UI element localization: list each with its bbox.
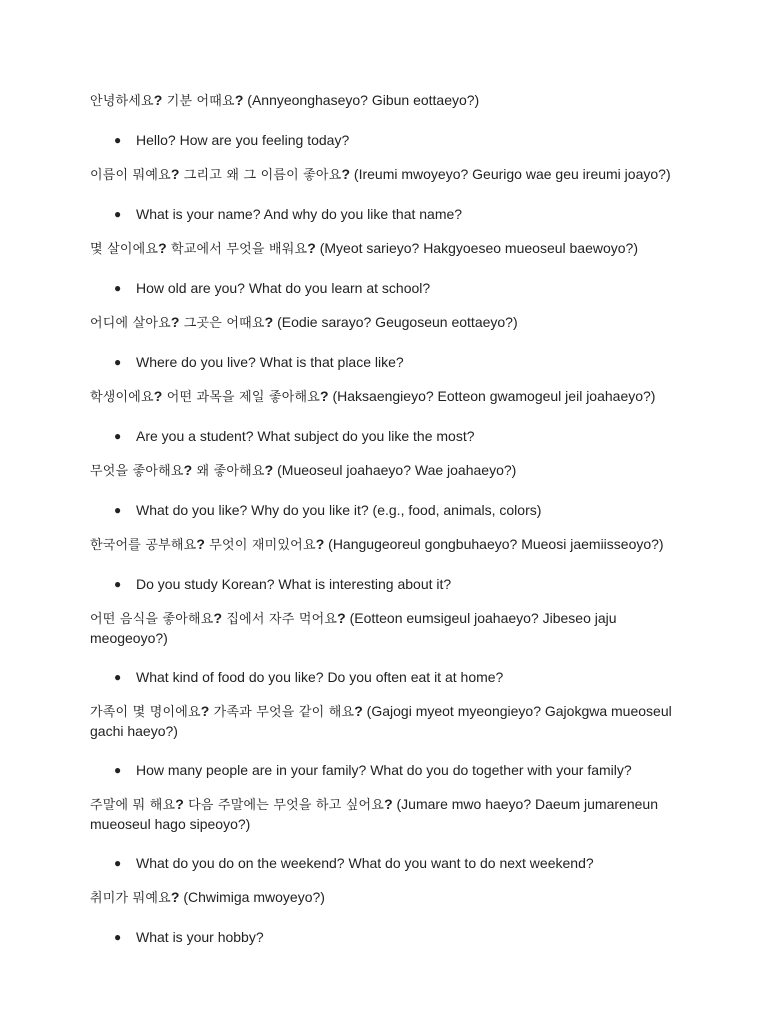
question-mark: ? xyxy=(307,240,316,256)
list-item xyxy=(90,854,678,873)
bullet-icon: ● xyxy=(114,577,122,591)
question-mark: ? xyxy=(170,314,180,330)
korean-text: 다음 주말에는 무엇을 하고 싶어요 xyxy=(183,798,385,813)
romanization: (Myeot sarieyo? Hakgyoeseo mueoseul baewoyo?) xyxy=(315,240,638,256)
bullet-icon: ● xyxy=(114,670,122,684)
question-mark: ? xyxy=(320,388,329,404)
list-item xyxy=(90,668,678,687)
korean-question xyxy=(90,795,678,834)
question-block xyxy=(90,165,678,224)
korean-text: 가족이 몇 명이에요 xyxy=(90,705,201,720)
question-mark: ? xyxy=(264,462,274,478)
korean-text: 취미가 뭐예요 xyxy=(90,891,171,906)
romanization: (Eotteon eumsigeul joahaeyo? Jibeseo jaju meogeoyo?) xyxy=(90,610,617,646)
bullet-icon: ● xyxy=(114,503,122,517)
question-mark: ? xyxy=(213,610,223,626)
english-translation: What is your hobby? xyxy=(136,929,264,945)
list-item xyxy=(90,928,678,947)
korean-text: 한국어를 공부해요 xyxy=(90,538,197,553)
translation-list xyxy=(90,761,678,780)
korean-question xyxy=(90,387,678,407)
korean-question xyxy=(90,609,678,648)
translation-list xyxy=(90,205,678,224)
romanization: (Jumare mwo haeyo? Daeum jumareneun mueoseul hago sipeoyo?) xyxy=(90,796,658,832)
translation-list xyxy=(90,575,678,594)
korean-text: 가족과 무엇을 같이 해요 xyxy=(209,705,355,720)
romanization: (Ireumi mwoyeyo? Geurigo wae geu ireumi joayo?) xyxy=(350,166,671,182)
korean-text: 그리고 왜 그 이름이 좋아요 xyxy=(179,168,342,183)
question-mark: ? xyxy=(158,240,167,256)
korean-question xyxy=(90,239,678,259)
translation-list xyxy=(90,668,678,687)
list-item xyxy=(90,761,678,780)
korean-text: 무엇이 재미있어요 xyxy=(204,538,316,553)
translation-list xyxy=(90,353,678,372)
bullet-icon: ● xyxy=(114,856,122,870)
romanization: (Mueoseul joahaeyo? Wae joahaeyo?) xyxy=(273,462,517,478)
bullet-icon: ● xyxy=(114,133,122,147)
romanization: (Haksaengieyo? Eotteon gwamogeul jeil joahaeyo?) xyxy=(328,388,656,404)
english-translation: What kind of food do you like? Do you often eat it at home? xyxy=(136,669,504,685)
list-item xyxy=(90,427,678,446)
korean-question xyxy=(90,165,678,185)
romanization: (Gajogi myeot myeongieyo? Gajokgwa mueoseul gachi haeyo?) xyxy=(90,703,672,739)
english-translation: What do you like? Why do you like it? (e.g., food, animals, colors) xyxy=(136,502,542,518)
list-item xyxy=(90,353,678,372)
bullet-icon: ● xyxy=(114,429,122,443)
question-mark: ? xyxy=(153,92,163,108)
translation-list xyxy=(90,279,678,298)
english-translation: Hello? How are you feeling today? xyxy=(136,132,350,148)
question-mark: ? xyxy=(234,92,244,108)
english-translation: Where do you live? What is that place like? xyxy=(136,354,404,370)
question-block xyxy=(90,609,678,687)
korean-text: 왜 좋아해요 xyxy=(192,464,265,479)
question-block xyxy=(90,461,678,520)
list-item xyxy=(90,205,678,224)
question-mark: ? xyxy=(183,462,193,478)
korean-text: 무엇을 좋아해요 xyxy=(90,464,184,479)
question-block xyxy=(90,535,678,594)
question-mark: ? xyxy=(175,796,184,812)
korean-text: 학교에서 무엇을 배워요 xyxy=(166,242,308,257)
list-item xyxy=(90,131,678,150)
english-translation: Do you study Korean? What is interesting about it? xyxy=(136,576,452,592)
korean-question xyxy=(90,461,678,481)
question-list xyxy=(90,91,678,947)
korean-text: 주말에 뭐 해요 xyxy=(90,798,176,813)
bullet-icon: ● xyxy=(114,930,122,944)
question-mark: ? xyxy=(337,610,346,626)
bullet-icon: ● xyxy=(114,355,122,369)
translation-list xyxy=(90,928,678,947)
romanization: (Eodie sarayo? Geugoseun eottaeyo?) xyxy=(273,314,518,330)
question-block xyxy=(90,387,678,446)
english-translation: Are you a student? What subject do you like the most? xyxy=(136,428,475,444)
question-block xyxy=(90,702,678,780)
question-mark: ? xyxy=(170,889,180,905)
question-block xyxy=(90,91,678,150)
question-block xyxy=(90,239,678,298)
korean-question xyxy=(90,888,678,908)
korean-text: 어디에 살아요 xyxy=(90,316,171,331)
question-mark: ? xyxy=(384,796,393,812)
english-translation: What do you do on the weekend? What do you want to do next weekend? xyxy=(136,855,594,871)
translation-list xyxy=(90,131,678,150)
romanization: (Annyeonghaseyo? Gibun eottaeyo?) xyxy=(243,92,480,108)
question-mark: ? xyxy=(354,703,363,719)
english-translation: How many people are in your family? What do you do together with your family? xyxy=(136,762,632,778)
romanization: (Chwimiga mwoyeyo?) xyxy=(179,889,325,905)
korean-text: 이름이 뭐예요 xyxy=(90,168,171,183)
english-translation: How old are you? What do you learn at school? xyxy=(136,280,431,296)
question-mark: ? xyxy=(196,536,205,552)
question-mark: ? xyxy=(341,166,351,182)
list-item xyxy=(90,279,678,298)
english-translation: What is your name? And why do you like that name? xyxy=(136,206,463,222)
question-block xyxy=(90,795,678,873)
question-mark: ? xyxy=(170,166,180,182)
translation-list xyxy=(90,427,678,446)
korean-question xyxy=(90,702,678,741)
korean-text: 그곳은 어때요 xyxy=(179,316,265,331)
question-block xyxy=(90,313,678,372)
question-mark: ? xyxy=(315,536,325,552)
translation-list xyxy=(90,854,678,873)
korean-text: 집에서 자주 먹어요 xyxy=(222,612,338,627)
question-block xyxy=(90,888,678,947)
list-item xyxy=(90,575,678,594)
korean-text: 어떤 과목을 제일 좋아해요 xyxy=(162,390,321,405)
korean-text: 몇 살이에요 xyxy=(90,242,159,257)
korean-question xyxy=(90,91,678,111)
bullet-icon: ● xyxy=(114,281,122,295)
romanization: (Hangugeoreul gongbuhaeyo? Mueosi jaemiisseoyo?) xyxy=(324,536,664,552)
question-mark: ? xyxy=(200,703,210,719)
korean-text: 기분 어때요 xyxy=(162,94,235,109)
question-mark: ? xyxy=(153,388,163,404)
list-item xyxy=(90,501,678,520)
korean-question xyxy=(90,535,678,555)
bullet-icon: ● xyxy=(114,763,122,777)
bullet-icon: ● xyxy=(114,207,122,221)
translation-list xyxy=(90,501,678,520)
korean-text: 학생이에요 xyxy=(90,390,154,405)
korean-question xyxy=(90,313,678,333)
question-mark: ? xyxy=(264,314,274,330)
korean-text: 어떤 음식을 좋아해요 xyxy=(90,612,214,627)
korean-text: 안녕하세요 xyxy=(90,94,154,109)
